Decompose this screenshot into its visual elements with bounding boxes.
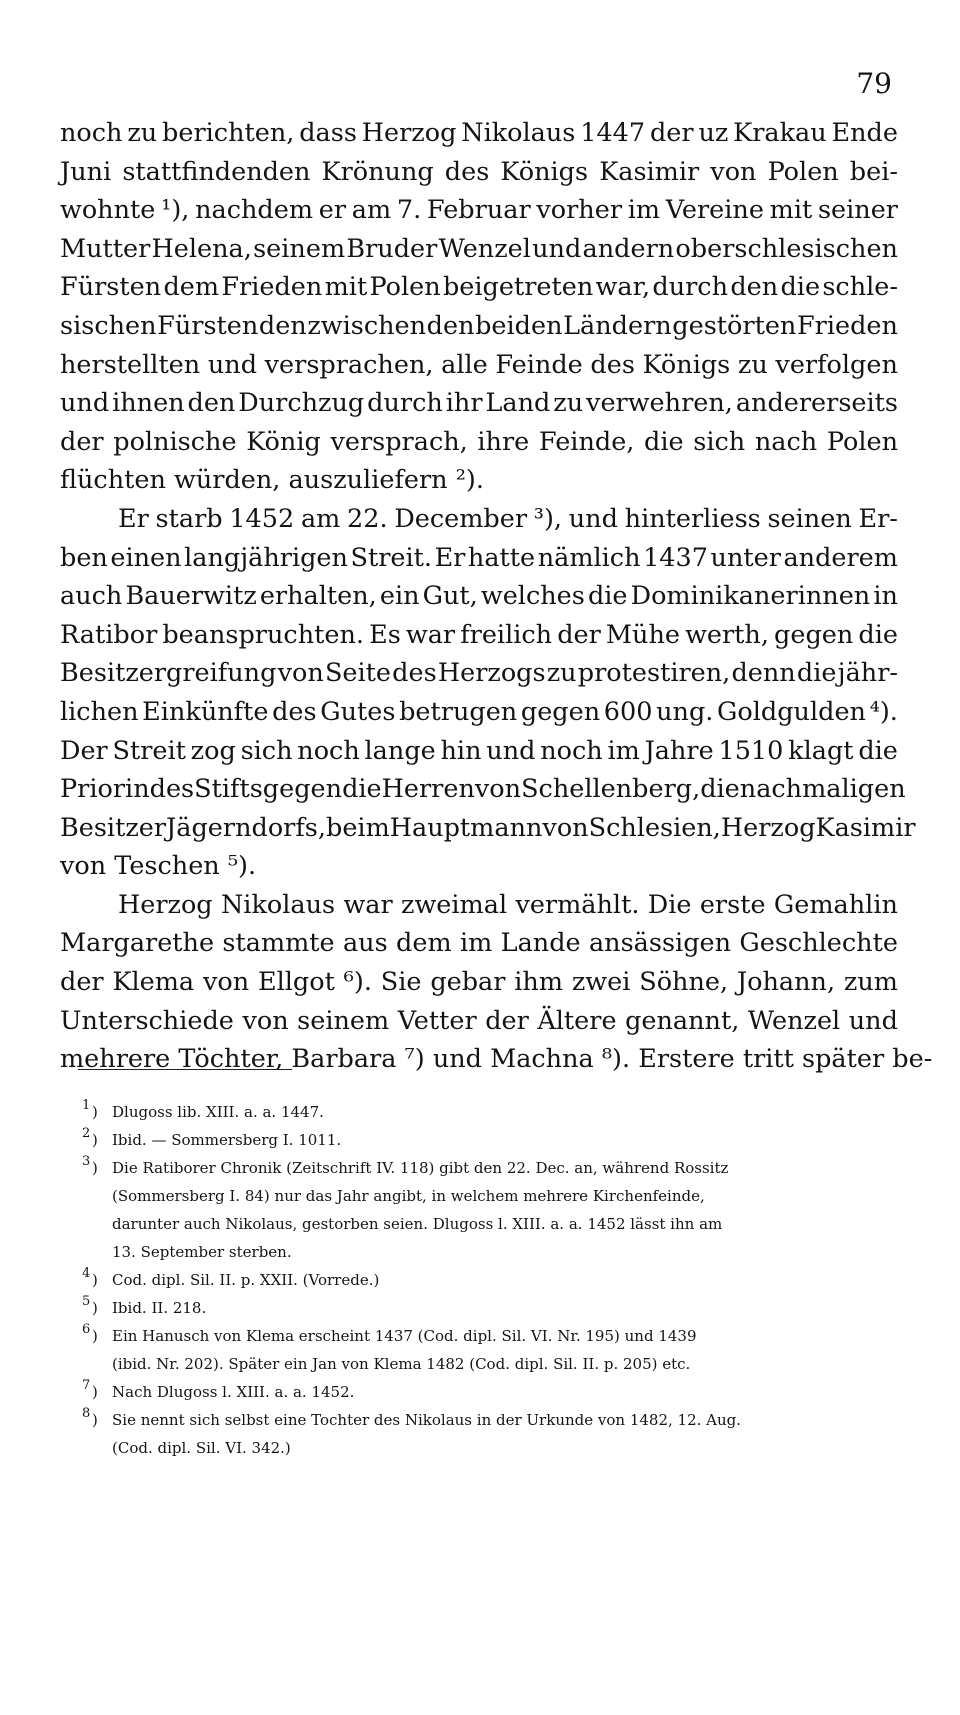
text-line: wohnte ¹), nachdem er am 7. Februar vorher im Vereine mit seiner [60,195,898,226]
page-number: 79 [856,67,892,100]
text-line: flüchten würden, auszuliefern ²). [60,465,484,496]
text-line: von Teschen ⁵). [60,851,257,882]
footnote-marker: 5 [82,1294,91,1309]
text-line: der Klema von Ellgot ⁶). Sie gebar ihm zwei Söhne, Johann, zum [60,967,898,998]
text-line: lichen Einkünfte des Gutes betrugen gegen 600 ung. Goldgulden ⁴). [60,696,898,727]
footnote: 8 ) Sie nennt sich selbst eine Tochter des Nikolaus in der Urkunde von 1482, 12. Aug. (Cod. dipl. Sil. VI. 342.) [76,1406,900,1462]
footnote-line: (Cod. dipl. Sil. VI. 342.) [112,1439,291,1457]
footnote-line: 13. September sterben. [112,1243,292,1261]
text-line: Ratibor beanspruchten. Es war freilich der Mühe werth, gegen die [60,619,898,650]
text-line: auch Bauerwitz erhalten, ein Gut, welches die Dominikanerinnen in [60,581,898,612]
text-line: Mutter Helena, seinem Bruder Wenzel und andern oberschlesischen [60,233,898,264]
footnote-separator [78,1069,292,1070]
text-line: der polnische König versprach, ihre Feinde, die sich nach Polen [60,426,898,457]
footnote: 7 ) Nach Dlugoss l. XIII. a. a. 1452. [76,1378,900,1406]
footnote: 3 ) Die Ratiborer Chronik (Zeitschrift IV. 118) gibt den 22. Dec. an, während Rossitz (Sommersberg I. 84) nur das Jahr angibt, in welchem mehrere Kirchenfeinde, darunter auch Nikolaus, gestorben seien. Dlugoss l. XIII. a. a. 1452 lässt ihn am 13. September sterben. [76,1154,900,1266]
footnotes [76,1098,900,1462]
text-line: Unterschiede von seinem Vetter der Ältere genannt, Wenzel und [60,1005,898,1036]
text-line: Fürsten dem Frieden mit Polen beigetreten war, durch den die schle- [60,272,898,303]
text-line: Der Streit zog sich noch lange hin und noch im Jahre 1510 klagt die [60,735,898,766]
footnote-line: Ibid. II. 218. [112,1299,207,1317]
footnote-marker: 7 [82,1378,91,1393]
footnote-line: Cod. dipl. Sil. II. p. XXII. (Vorrede.) [112,1271,380,1289]
text-line: Er starb 1452 am 22. December ³), und hinterliess seinen Er- [118,503,898,534]
footnote-line: Ein Hanusch von Klema erscheint 1437 (Cod. dipl. Sil. VI. Nr. 195) und 1439 [112,1327,697,1345]
footnote: 5 ) Ibid. II. 218. [76,1294,900,1322]
text-line: Priorin des Stifts gegen die Herren von Schellenberg, die nachmaligen [60,774,906,805]
footnote-marker: 6 [82,1322,91,1337]
text-line: Besitzergreifung von Seite des Herzogs zu protestiren, denn die jähr- [60,658,898,689]
text-line: noch zu berichten, dass Herzog Nikolaus 1447 der uz Krakau Ende [60,118,898,148]
footnote-line: Nach Dlugoss l. XIII. a. a. 1452. [112,1383,355,1401]
footnote-marker: 3 [82,1154,91,1169]
footnote: 4 ) Cod. dipl. Sil. II. p. XXII. (Vorrede.) [76,1266,900,1294]
text-line: herstellten und versprachen, alle Feinde des Königs zu verfolgen [60,349,898,380]
footnote-line: Ibid. — Sommersberg I. 1011. [112,1131,342,1149]
text-line: und ihnen den Durchzug durch ihr Land zu verwehren, andererseits [60,388,898,419]
footnote: 1 ) Dlugoss lib. XIII. a. a. 1447. [76,1098,900,1126]
footnote-line: (Sommersberg I. 84) nur das Jahr angibt, in welchem mehrere Kirchenfeinde, [112,1187,705,1205]
text-line: sischen Fürsten den zwischen den beiden Ländern gestörten Frieden [60,310,898,341]
text-line: Margarethe stammte aus dem im Lande ansässigen Geschlechte [60,928,898,959]
footnote-marker: 8 [82,1406,91,1421]
text-line: Besitzer Jägerndorfs, beim Hauptmann von Schlesien, Herzog Kasimir [60,812,916,843]
footnote-line: darunter auch Nikolaus, gestorben seien. Dlugoss l. XIII. a. a. 1452 lässt ihn am [112,1215,723,1233]
text-line: Herzog Nikolaus war zweimal vermählt. Die erste Gemahlin [118,889,898,920]
footnote-line: Dlugoss lib. XIII. a. a. 1447. [112,1103,324,1121]
footnote-line: Sie nennt sich selbst eine Tochter des Nikolaus in der Urkunde von 1482, 12. Aug. [112,1411,742,1429]
footnote-marker: 2 [82,1126,91,1141]
footnote-marker: 1 [82,1098,91,1113]
footnote-line: (ibid. Nr. 202). Später ein Jan von Klema 1482 (Cod. dipl. Sil. II. p. 205) etc. [112,1355,691,1373]
text-line: Juni stattfindenden Krönung des Königs Kasimir von Polen bei- [60,156,898,187]
footnote: 2 ) Ibid. — Sommersberg I. 1011. [76,1126,900,1154]
footnote-line: Die Ratiborer Chronik (Zeitschrift IV. 118) gibt den 22. Dec. an, während Rossitz [112,1159,729,1177]
text-line: mehrere Töchter, Barbara ⁷) und Machna ⁸). Erstere tritt später be- [60,1044,933,1075]
text-line: ben einen langjährigen Streit. Er hatte nämlich 1437 unter anderem [60,542,898,573]
body-text [60,114,933,1079]
footnote-marker: 4 [82,1266,91,1281]
footnote: 6 ) Ein Hanusch von Klema erscheint 1437 (Cod. dipl. Sil. VI. Nr. 195) und 1439 (ibid. Nr. 202). Später ein Jan von Klema 1482 (Cod. dipl. Sil. II. p. 205) etc. [76,1322,900,1378]
